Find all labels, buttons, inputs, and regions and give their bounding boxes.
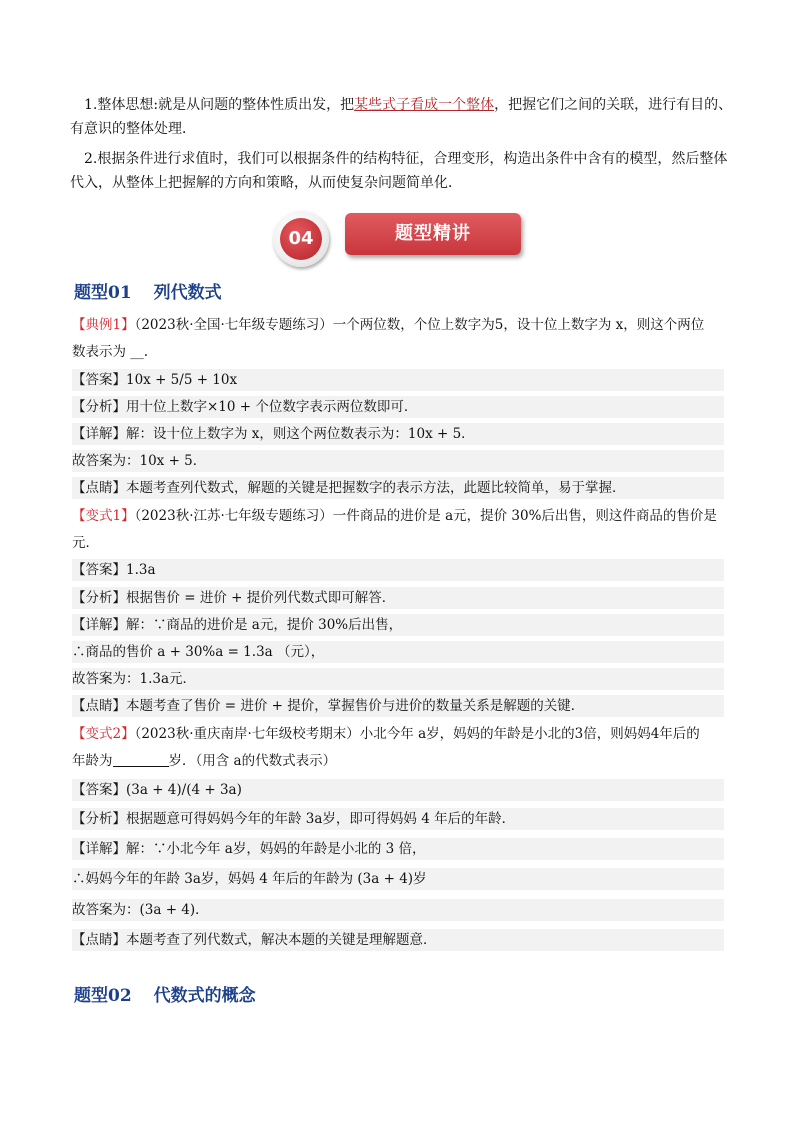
section-title-01 (74, 281, 222, 305)
question-text: 岁．（用含 a的代数式表示） (168, 753, 337, 769)
example1-detail: 【详解】解：设十位上数字为 x，则这个两位数表示为：10x + 5． (72, 423, 724, 445)
variant1-conclusion: 故答案为：1.3a元． (72, 668, 724, 690)
banner-number: 04 (280, 218, 322, 260)
variant1-question-line2: 元． (72, 535, 99, 551)
example1-question-line1 (72, 314, 724, 336)
question-text: （2023秋·重庆南岸·七年级校考期末）小北今年 a岁，妈妈的年龄是小北的3倍，则妈妈4年后的 (134, 726, 700, 742)
variant2-detail-line1: 【详解】解：∵小北今年 a岁，妈妈的年龄是小北的 3 倍， (72, 838, 724, 860)
question-text: （2023秋·全国·七年级专题练习）一个两位数，个位上数字为5，设十位上数字为 x，则这个两位 (134, 317, 705, 333)
variant2-comment: 【点睛】本题考查了列代数式，解决本题的关键是理解题意． (72, 929, 724, 951)
intro-text: 有意识的整体处理． (70, 121, 196, 137)
variant2-analysis: 【分析】根据题意可得妈妈今年的年龄 3a岁，即可得妈妈 4 年后的年龄． (72, 808, 724, 830)
question-text: 年龄为 (72, 753, 113, 769)
example1-answer: 【答案】10x + 5/5 + 10x (72, 369, 724, 391)
variant2-answer: 【答案】(3a + 4)/(4 + 3a) (72, 779, 724, 801)
intro-highlight: 某些式子看成一个整体 (354, 97, 495, 113)
variant1-comment: 【点睛】本题考查了售价 = 进价 + 提价，掌握售价与进价的数量关系是解题的关键． (72, 695, 724, 717)
variant2-detail-line2: ∴妈妈今年的年龄 3a岁，妈妈 4 年后的年龄为 (3a + 4)岁 (72, 868, 724, 890)
intro-text: 2.根据条件进行求值时，我们可以根据条件的结构特征，合理变形，构造出条件中含有的模型，然后整体 (84, 151, 728, 167)
section-name: 代数式的概念 (153, 986, 256, 1006)
example1-conclusion: 故答案为：10x + 5． (72, 450, 724, 472)
section-title-02 (74, 984, 256, 1008)
intro-text: 1.整体思想:就是从问题的整体性质出发，把 (84, 97, 355, 113)
variant2-conclusion: 故答案为：(3a + 4)． (72, 899, 724, 921)
example-tag: 【典例1】 (72, 317, 135, 333)
section-code: 题型02 (74, 986, 132, 1006)
variant-tag: 【变式1】 (72, 508, 135, 524)
example1-comment: 【点睛】本题考查列代数式，解题的关键是把握数字的表示方法，此题比较简单，易于掌握． (72, 477, 724, 499)
example1-analysis: 【分析】用十位上数字×10 + 个位数字表示两位数即可． (72, 396, 724, 418)
section-code: 题型01 (74, 283, 132, 303)
variant-tag: 【变式2】 (72, 726, 135, 742)
section-name: 列代数式 (153, 283, 222, 303)
intro-paragraph-1 (70, 93, 738, 141)
variant2-question-line1 (72, 723, 724, 745)
variant1-question-line1 (72, 505, 724, 527)
variant1-detail-line2: ∴商品的售价 a + 30%a = 1.3a （元）， (72, 641, 724, 663)
example1-question-line2: 数表示为 __. (72, 344, 149, 360)
variant1-answer: 【答案】1.3a (72, 559, 724, 581)
variant1-detail-line1: 【详解】解：∵商品的进价是 a元，提价 30%后出售， (72, 614, 724, 636)
intro-text: 代入，从整体上把握解的方向和策略，从而使复杂问题简单化． (70, 175, 462, 191)
intro-text: ，把握它们之间的关联，进行有目的、 (494, 97, 733, 113)
banner-number-badge (273, 211, 329, 267)
variant1-analysis: 【分析】根据售价 = 进价 + 提价列代数式即可解答． (72, 587, 724, 609)
answer-blank (113, 752, 169, 767)
banner-title: 题型精讲 (345, 213, 521, 255)
section-banner (273, 209, 523, 269)
intro-paragraph-2 (70, 147, 738, 195)
variant2-question-line2 (72, 750, 724, 772)
question-text: （2023秋·江苏·七年级专题练习）一件商品的进价是 a元，提价 30%后出售，则这件商品的售价是 (134, 508, 717, 524)
